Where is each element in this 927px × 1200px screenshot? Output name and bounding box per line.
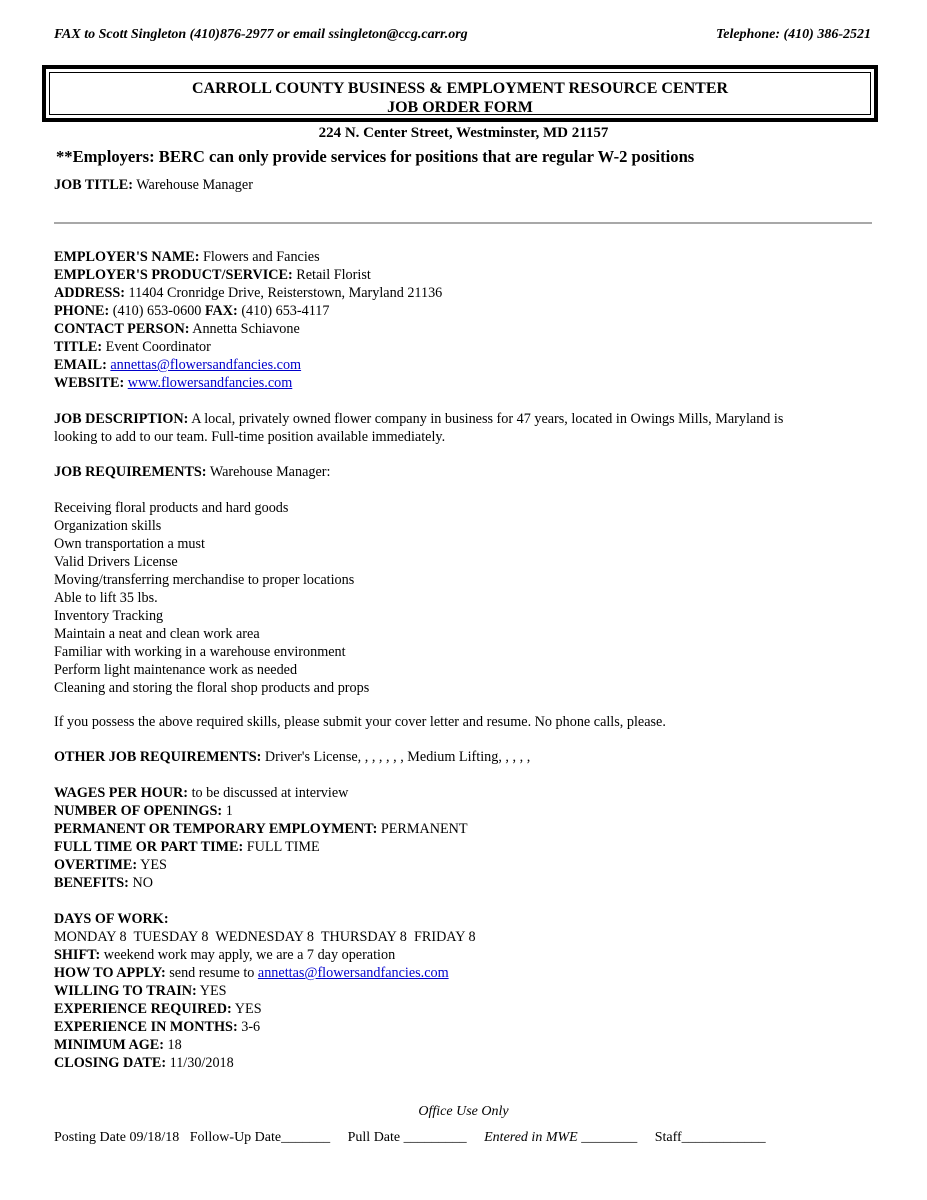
fax-header: FAX to Scott Singleton (410)876-2977 or email ssingleton@ccg.carr.org: [54, 27, 468, 42]
apply-email-link[interactable]: annettas@flowersandfancies.com: [257, 965, 449, 981]
title-line-2: JOB ORDER FORM: [387, 99, 533, 116]
title-line-1: CARROLL COUNTY BUSINESS & EMPLOYMENT RESOURCE CENTER: [191, 80, 729, 97]
website-label: WEBSITE:: [54, 375, 125, 391]
experience-row: [54, 1000, 874, 1018]
email-link[interactable]: annettas@flowersandfancies.com: [110, 357, 302, 373]
train-label: WILLING TO TRAIN:: [54, 983, 197, 999]
divider: [54, 222, 872, 224]
overtime-row: [54, 856, 874, 874]
wages-label: WAGES PER HOUR:: [54, 785, 189, 801]
days-value: MONDAY 8 TUESDAY 8 WEDNESDAY 8 THURSDAY 8 FRIDAY 8: [54, 929, 476, 945]
contact-title-row: [54, 338, 874, 356]
job-requirements-heading: [54, 463, 874, 481]
job-title-value: Warehouse Manager: [136, 177, 253, 193]
benefits-label: BENEFITS:: [54, 875, 129, 891]
openings-label: NUMBER OF OPENINGS:: [54, 803, 223, 819]
job-title-label: JOB TITLE:: [54, 177, 133, 193]
contact-value: Annetta Schiavone: [192, 321, 300, 337]
fulltime-label: FULL TIME OR PART TIME:: [54, 839, 244, 855]
closing-date-label: CLOSING DATE:: [54, 1055, 167, 1071]
wages-row: [54, 784, 874, 802]
permanent-value: PERMANENT: [380, 821, 468, 837]
employer-name-label: EMPLOYER'S NAME:: [54, 249, 200, 265]
contact-row: [54, 320, 874, 338]
phone-row: [54, 302, 874, 320]
benefits-row: [54, 874, 874, 892]
job-description-text-2: looking to add to our team. Full-time position available immediately.: [54, 429, 446, 445]
office-use-only: Office Use Only: [418, 1104, 509, 1119]
other-requirements-label: OTHER JOB REQUIREMENTS:: [54, 749, 262, 765]
closing-note-text: If you possess the above required skills, please submit your cover letter and resume. No phone calls, please.: [54, 714, 666, 730]
experience-label: EXPERIENCE REQUIRED:: [54, 1001, 232, 1017]
openings-row: [54, 802, 874, 820]
staff-field: Staff____________: [654, 1130, 766, 1145]
days-label: DAYS OF WORK:: [54, 911, 169, 927]
office-use-line: [54, 1130, 766, 1146]
office-address: 224 N. Center Street, Westminster, MD 21157: [318, 125, 609, 141]
schedule-section: [54, 910, 874, 1072]
openings-value: 1: [225, 803, 233, 819]
experience-months-value: 3-6: [241, 1019, 261, 1035]
product-value: Retail Florist: [296, 267, 371, 283]
list-item: Moving/transferring merchandise to proper locations: [54, 572, 355, 588]
address-value: 11404 Cronridge Drive, Reisterstown, Maryland 21136: [128, 285, 443, 301]
website-link[interactable]: www.flowersandfancies.com: [127, 375, 293, 391]
list-item: Receiving floral products and hard goods: [54, 500, 289, 516]
list-item: Perform light maintenance work as needed: [54, 662, 298, 678]
requirements-list: [54, 499, 874, 697]
overtime-label: OVERTIME:: [54, 857, 138, 873]
fax-label: FAX:: [204, 303, 238, 319]
posting-date: Posting Date 09/18/18: [54, 1130, 180, 1145]
wages-value: to be discussed at interview: [191, 785, 349, 801]
title-box: [42, 65, 878, 122]
product-label: EMPLOYER'S PRODUCT/SERVICE:: [54, 267, 293, 283]
closing-date-row: [54, 1054, 874, 1072]
contact-title-label: TITLE:: [54, 339, 103, 355]
list-item: Own transportation a must: [54, 536, 205, 552]
list-item: Able to lift 35 lbs.: [54, 590, 158, 606]
minimum-age-row: [54, 1036, 874, 1054]
phone-label: PHONE:: [54, 303, 110, 319]
list-item: Maintain a neat and clean work area: [54, 626, 260, 642]
telephone-header: Telephone: (410) 386-2521: [715, 27, 871, 42]
list-item: Inventory Tracking: [54, 608, 164, 624]
closing-date-value: 11/30/2018: [169, 1055, 234, 1071]
job-description-line-1: [54, 410, 874, 428]
phone-value: (410) 653-0600: [112, 303, 202, 319]
fulltime-row: [54, 838, 874, 856]
fax-value: (410) 653-4117: [241, 303, 330, 319]
product-row: [54, 266, 874, 284]
apply-row: [54, 964, 874, 982]
fulltime-value: FULL TIME: [246, 839, 320, 855]
job-description-label: JOB DESCRIPTION:: [54, 411, 189, 427]
list-item: Organization skills: [54, 518, 162, 534]
permanent-row: [54, 820, 874, 838]
experience-months-row: [54, 1018, 874, 1036]
benefits-value: NO: [132, 875, 153, 891]
experience-months-label: EXPERIENCE IN MONTHS:: [54, 1019, 238, 1035]
list-item: Cleaning and storing the floral shop products and props: [54, 680, 370, 696]
employment-details: [54, 784, 874, 892]
shift-value: weekend work may apply, we are a 7 day operation: [103, 947, 396, 963]
employer-notice: **Employers: BERC can only provide services for positions that are regular W-2 positions: [56, 147, 695, 166]
job-requirements-label: JOB REQUIREMENTS:: [54, 464, 207, 480]
shift-row: [54, 946, 874, 964]
other-requirements-row: [54, 748, 874, 766]
employer-section: [54, 248, 874, 392]
address-row: [54, 284, 874, 302]
experience-value: YES: [234, 1001, 262, 1017]
entered-in-mwe-blank: ________: [581, 1130, 638, 1145]
overtime-value: YES: [140, 857, 167, 873]
job-requirements-value: Warehouse Manager:: [209, 464, 331, 480]
job-description-section: [54, 410, 874, 446]
closing-note: [54, 713, 874, 731]
email-row: [54, 356, 874, 374]
minimum-age-label: MINIMUM AGE:: [54, 1037, 164, 1053]
entered-in-mwe-label: Entered in MWE: [484, 1130, 578, 1145]
list-item: Familiar with working in a warehouse environment: [54, 644, 346, 660]
employer-name-row: [54, 248, 874, 266]
shift-label: SHIFT:: [54, 947, 101, 963]
minimum-age-value: 18: [167, 1037, 182, 1053]
job-description-text-1: A local, privately owned flower company in business for 47 years, located in Owings Mills, Maryland is: [191, 411, 784, 427]
job-title-row: [54, 177, 253, 194]
train-value: YES: [199, 983, 227, 999]
apply-value: send resume to: [169, 965, 255, 981]
list-item: Valid Drivers License: [54, 554, 178, 570]
contact-label: CONTACT PERSON:: [54, 321, 190, 337]
other-requirements-value: Driver's License, , , , , , , Medium Lifting, , , , ,: [264, 749, 531, 765]
pull-date: Pull Date _________: [347, 1130, 467, 1145]
train-row: [54, 982, 874, 1000]
address-label: ADDRESS:: [54, 285, 125, 301]
email-label: EMAIL:: [54, 357, 107, 373]
contact-title-value: Event Coordinator: [105, 339, 211, 355]
employer-name-value: Flowers and Fancies: [202, 249, 320, 265]
follow-up-date: Follow-Up Date_______: [189, 1130, 331, 1145]
permanent-label: PERMANENT OR TEMPORARY EMPLOYMENT:: [54, 821, 378, 837]
apply-label: HOW TO APPLY:: [54, 965, 166, 981]
website-row: [54, 374, 874, 392]
